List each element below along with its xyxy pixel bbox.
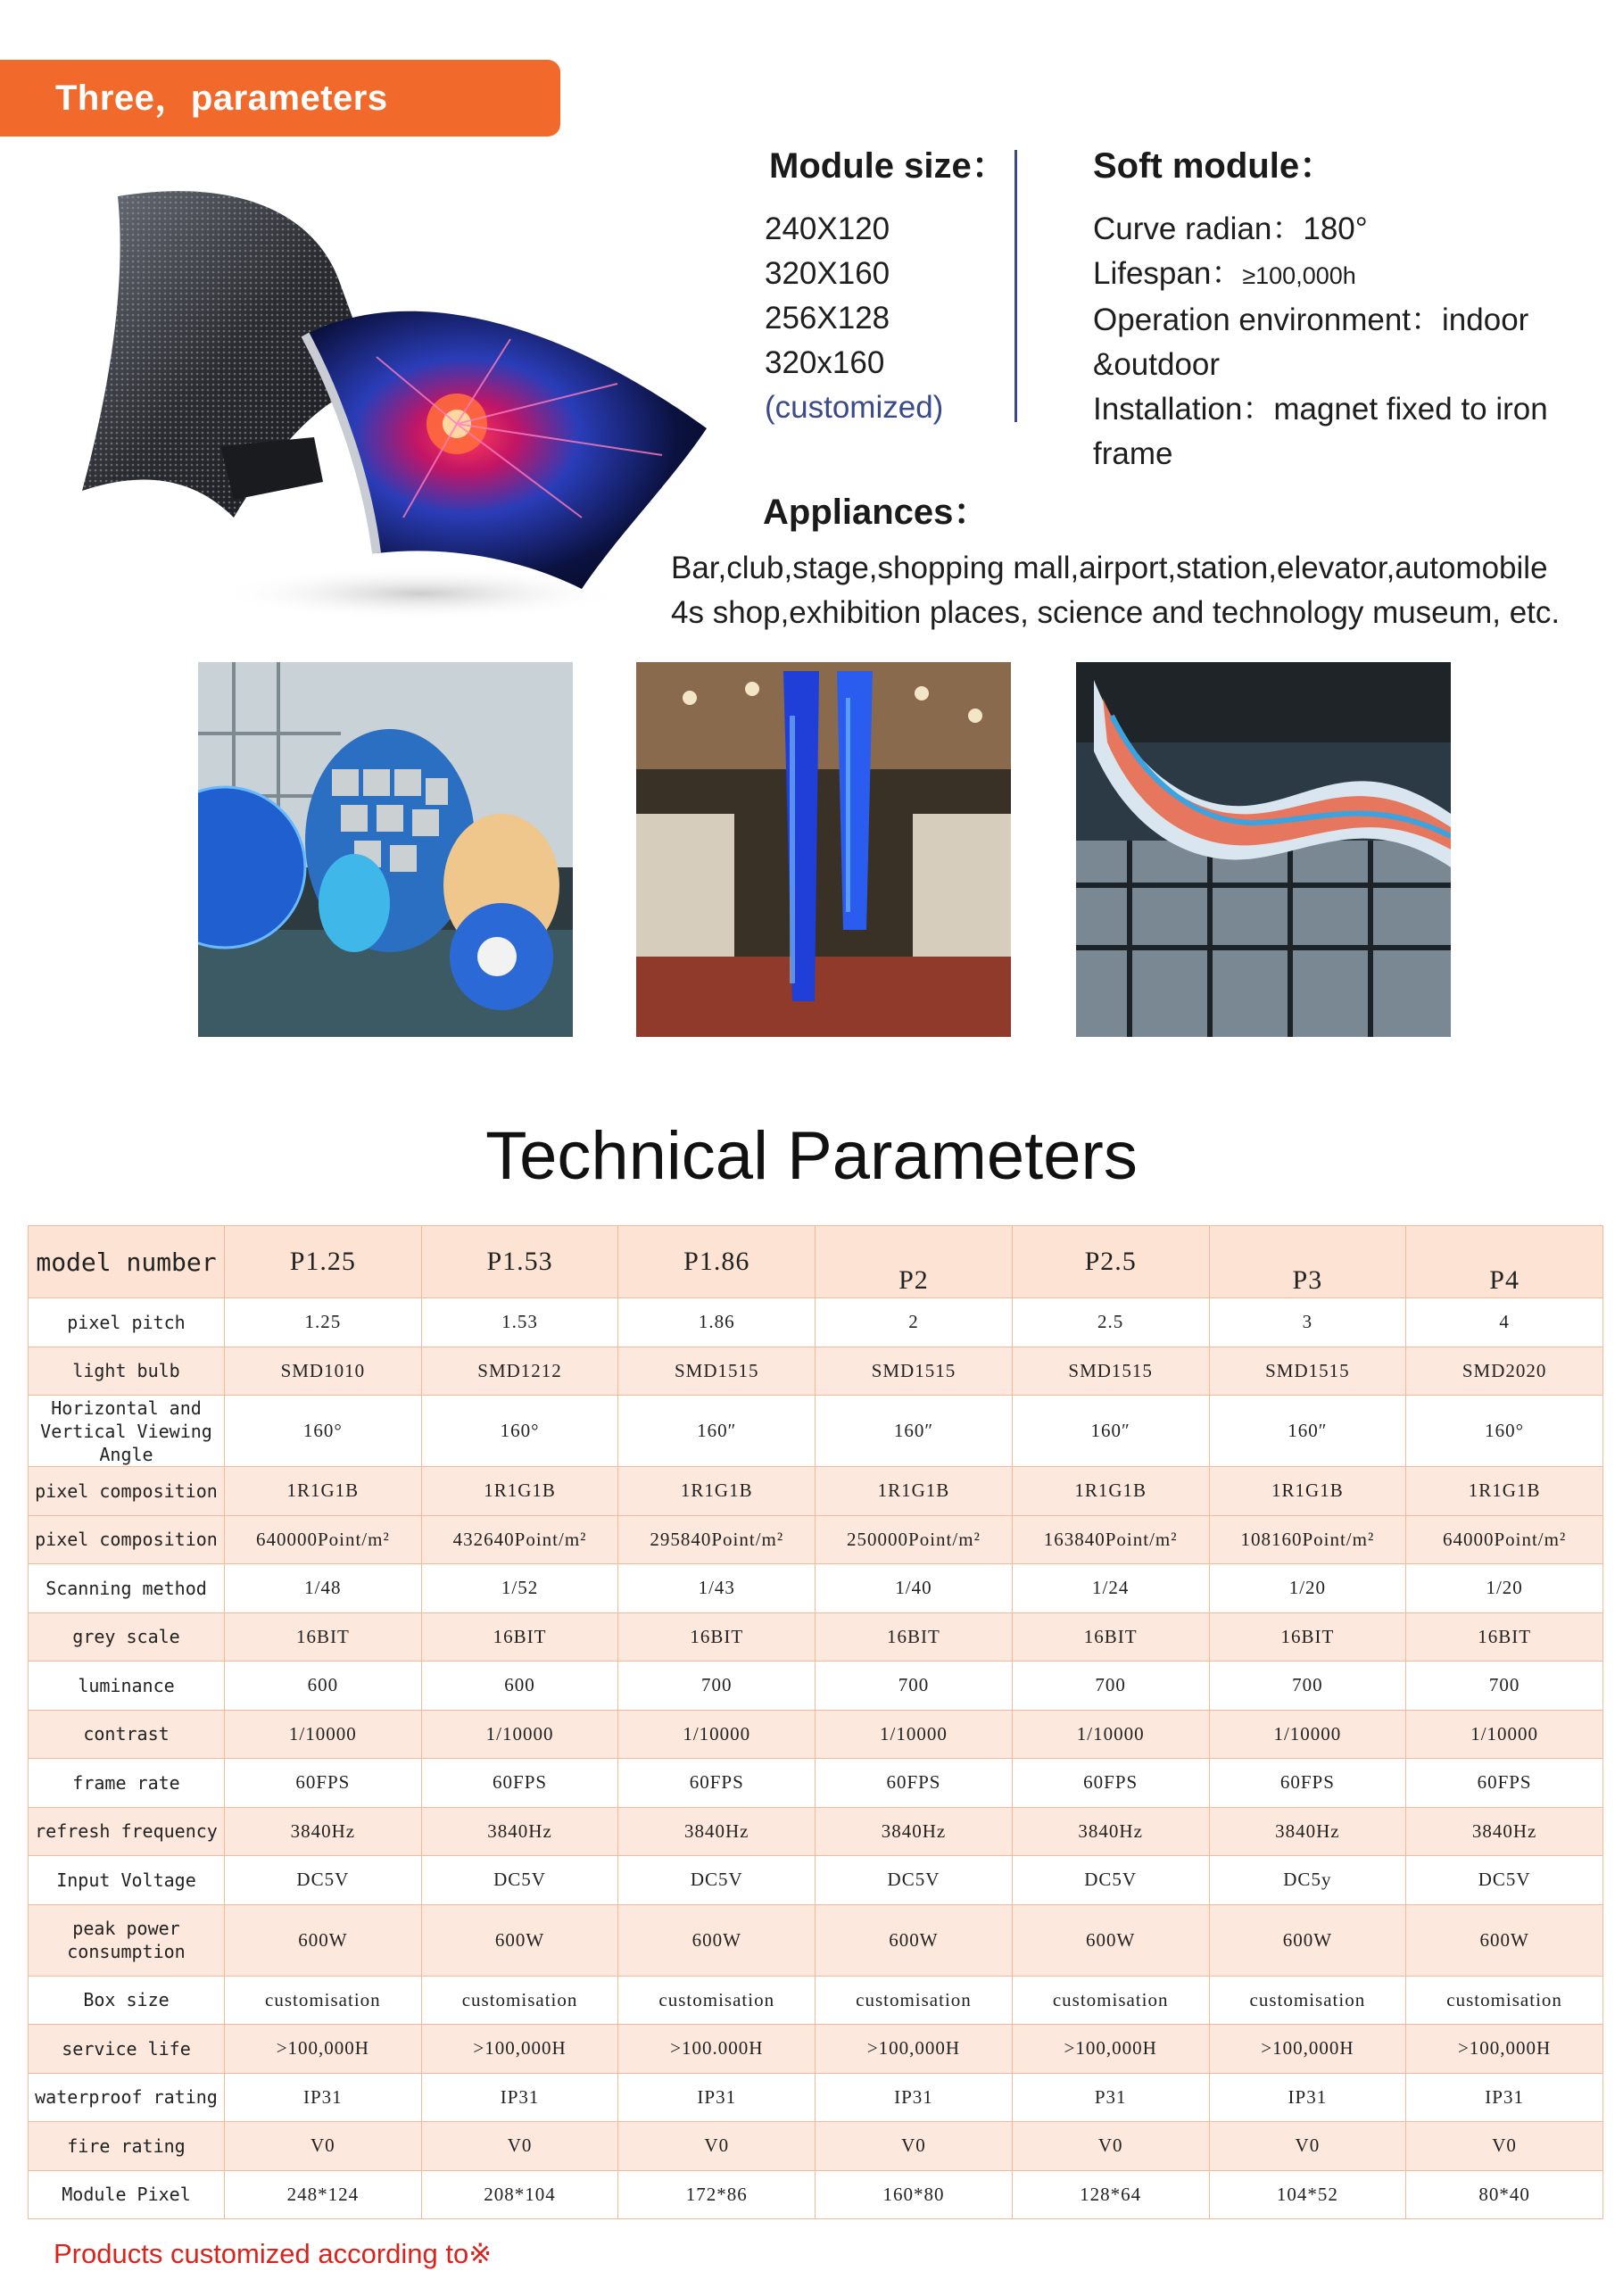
table-cell: 1/40 <box>816 1564 1013 1613</box>
table-cell: 1/10000 <box>1209 1710 1406 1759</box>
table-row <box>29 1347 1603 1396</box>
table-cell: 60FPS <box>421 1759 618 1808</box>
table-cell: customisation <box>225 1976 422 2025</box>
row-label: Box size <box>29 1976 225 2025</box>
appliances-line: 4s shop,exhibition places, science and technology museum, etc. <box>671 595 1561 630</box>
table-cell: 60FPS <box>816 1759 1013 1808</box>
table-cell: P31 <box>1012 2073 1209 2122</box>
table-header-cell: P1.53 <box>421 1226 618 1298</box>
table-cell: >100,000H <box>1406 2025 1603 2074</box>
row-label: waterproof rating <box>29 2073 225 2122</box>
lifespan-value: ≥100,000h <box>1242 262 1356 289</box>
table-cell: V0 <box>1406 2122 1603 2171</box>
appliances-line: Bar,club,stage,shopping mall,airport,station,elevator,automobile <box>671 551 1548 585</box>
table-cell: SMD1010 <box>225 1347 422 1396</box>
table-cell: V0 <box>618 2122 816 2171</box>
table-cell: 16BIT <box>1406 1612 1603 1662</box>
table-cell: 16BIT <box>816 1612 1013 1662</box>
module-size-heading: Module size： <box>769 146 1007 186</box>
curve-radian: Curve radian：180° <box>1093 211 1368 246</box>
table-cell: 60FPS <box>1406 1759 1603 1808</box>
table-cell: 3840Hz <box>816 1807 1013 1856</box>
table-cell: V0 <box>1012 2122 1209 2171</box>
table-cell: DC5V <box>1012 1856 1209 1905</box>
table-cell: 1R1G1B <box>421 1467 618 1516</box>
row-label: Horizontal and Vertical Viewing Angle <box>29 1396 225 1467</box>
table-cell: 700 <box>1012 1662 1209 1711</box>
table-cell: 104*52 <box>1209 2170 1406 2219</box>
row-label: Scanning method <box>29 1564 225 1613</box>
table-cell: 1.53 <box>421 1298 618 1347</box>
table-header-cell: P1.86 <box>618 1226 816 1298</box>
row-label: refresh frequency <box>29 1807 225 1856</box>
row-label: pixel composition <box>29 1515 225 1564</box>
table-cell: 600W <box>225 1904 422 1976</box>
table-row <box>29 1759 1603 1808</box>
table-cell: 16BIT <box>1209 1612 1406 1662</box>
table-row <box>29 1396 1603 1467</box>
table-cell: 3840Hz <box>1406 1807 1603 1856</box>
table-cell: DC5y <box>1209 1856 1406 1905</box>
table-cell: customisation <box>1012 1976 1209 2025</box>
table-cell: 1/52 <box>421 1564 618 1613</box>
table-cell: 295840Point/m² <box>618 1515 816 1564</box>
column-divider <box>1014 150 1017 422</box>
table-cell: SMD1515 <box>816 1347 1013 1396</box>
table-cell: 600W <box>1209 1904 1406 1976</box>
table-cell: 108160Point/m² <box>1209 1515 1406 1564</box>
row-label: fire rating <box>29 2122 225 2171</box>
table-cell: >100,000H <box>421 2025 618 2074</box>
table-row <box>29 1298 1603 1347</box>
wave-display-photo <box>1076 662 1451 1037</box>
table-row <box>29 1515 1603 1564</box>
table-header-cell: P2 <box>816 1226 1013 1298</box>
table-cell: customisation <box>1406 1976 1603 2025</box>
table-cell: IP31 <box>618 2073 816 2122</box>
table-cell: 3840Hz <box>225 1807 422 1856</box>
table-cell: 160″ <box>816 1396 1013 1467</box>
table-cell: DC5V <box>225 1856 422 1905</box>
table-cell: SMD1515 <box>618 1347 816 1396</box>
table-header-cell: P2.5 <box>1012 1226 1209 1298</box>
table-cell: 1/10000 <box>421 1710 618 1759</box>
appliances-text <box>671 546 1599 635</box>
table-cell: 600W <box>1406 1904 1603 1976</box>
lifespan <box>1093 252 1611 298</box>
soft-module-heading: Soft module： <box>1093 146 1336 186</box>
module-size-item: 240X120 <box>765 211 890 246</box>
installation-cont: frame <box>1093 436 1173 471</box>
table-cell: 700 <box>1406 1662 1603 1711</box>
module-size-item: 256X128 <box>765 301 890 336</box>
table-row <box>29 2073 1603 2122</box>
table-cell: >100,000H <box>1209 2025 1406 2074</box>
table-cell: 1/10000 <box>1012 1710 1209 1759</box>
table-cell: >100.000H <box>618 2025 816 2074</box>
table-cell: customisation <box>618 1976 816 2025</box>
table-cell: 1/10000 <box>1406 1710 1603 1759</box>
module-size-note: (customized) <box>765 390 944 425</box>
row-label: service life <box>29 2025 225 2074</box>
row-label: Module Pixel <box>29 2170 225 2219</box>
row-label: contrast <box>29 1710 225 1759</box>
table-cell: 3 <box>1209 1298 1406 1347</box>
table-row <box>29 1856 1603 1905</box>
table-cell: 1/20 <box>1209 1564 1406 1613</box>
table-cell: 600 <box>421 1662 618 1711</box>
table-cell: 2 <box>816 1298 1013 1347</box>
table-cell: 1R1G1B <box>1406 1467 1603 1516</box>
table-cell: 432640Point/m² <box>421 1515 618 1564</box>
table-cell: 1R1G1B <box>225 1467 422 1516</box>
row-label: light bulb <box>29 1347 225 1396</box>
table-cell: DC5V <box>618 1856 816 1905</box>
table-header-cell: P3 <box>1209 1226 1406 1298</box>
table-cell: V0 <box>421 2122 618 2171</box>
table-cell: SMD1515 <box>1012 1347 1209 1396</box>
table-cell: 1.25 <box>225 1298 422 1347</box>
table-cell: 640000Point/m² <box>225 1515 422 1564</box>
row-label: pixel pitch <box>29 1298 225 1347</box>
module-size-item: 320x160 <box>765 345 885 380</box>
table-cell: V0 <box>1209 2122 1406 2171</box>
flexible-module-image <box>82 178 716 625</box>
section-banner <box>0 60 560 137</box>
row-label: frame rate <box>29 1759 225 1808</box>
table-cell: DC5V <box>816 1856 1013 1905</box>
table-cell: 1R1G1B <box>816 1467 1013 1516</box>
table-cell: 160*80 <box>816 2170 1013 2219</box>
table-cell: 16BIT <box>421 1612 618 1662</box>
table-cell: 1R1G1B <box>1209 1467 1406 1516</box>
table-cell: 248*124 <box>225 2170 422 2219</box>
soft-module-list <box>1093 207 1611 477</box>
table-cell: 16BIT <box>225 1612 422 1662</box>
table-header-cell: model number <box>29 1226 225 1298</box>
table-cell: DC5V <box>421 1856 618 1905</box>
table-cell: 3840Hz <box>421 1807 618 1856</box>
table-row <box>29 2025 1603 2074</box>
table-row <box>29 2170 1603 2219</box>
table-cell: 1R1G1B <box>1012 1467 1209 1516</box>
table-cell: 1/43 <box>618 1564 816 1613</box>
table-cell: 700 <box>1209 1662 1406 1711</box>
row-label: pixel composition <box>29 1467 225 1516</box>
table-cell: 64000Point/m² <box>1406 1515 1603 1564</box>
table-cell: 160″ <box>618 1396 816 1467</box>
table-cell: DC5V <box>1406 1856 1603 1905</box>
table-header-cell: P4 <box>1406 1226 1603 1298</box>
table-cell: 60FPS <box>618 1759 816 1808</box>
table-cell: IP31 <box>816 2073 1013 2122</box>
table-cell: 3840Hz <box>618 1807 816 1856</box>
table-cell: 1/24 <box>1012 1564 1209 1613</box>
table-cell: 163840Point/m² <box>1012 1515 1209 1564</box>
table-cell: IP31 <box>1406 2073 1603 2122</box>
table-header-cell: P1.25 <box>225 1226 422 1298</box>
table-row <box>29 1976 1603 2025</box>
table-row <box>29 1467 1603 1516</box>
installation: Installation：magnet fixed to iron <box>1093 392 1548 427</box>
table-cell: 1.86 <box>618 1298 816 1347</box>
table-cell: >100,000H <box>1012 2025 1209 2074</box>
table-cell: 16BIT <box>618 1612 816 1662</box>
table-cell: SMD2020 <box>1406 1347 1603 1396</box>
table-cell: 60FPS <box>1209 1759 1406 1808</box>
table-cell: >100,000H <box>225 2025 422 2074</box>
table-cell: 128*64 <box>1012 2170 1209 2219</box>
table-cell: SMD1515 <box>1209 1347 1406 1396</box>
table-cell: 4 <box>1406 1298 1603 1347</box>
table-cell: 1/10000 <box>816 1710 1013 1759</box>
table-cell: 16BIT <box>1012 1612 1209 1662</box>
table-cell: 1/10000 <box>225 1710 422 1759</box>
table-cell: 208*104 <box>421 2170 618 2219</box>
table-cell: 1/48 <box>225 1564 422 1613</box>
table-header-row <box>29 1226 1603 1298</box>
technical-parameters-table <box>28 1225 1603 2219</box>
table-cell: 600W <box>421 1904 618 1976</box>
table-cell: 600W <box>816 1904 1013 1976</box>
table-row <box>29 1904 1603 1976</box>
table-cell: 160° <box>225 1396 422 1467</box>
table-cell: SMD1212 <box>421 1347 618 1396</box>
table-cell: 1/10000 <box>618 1710 816 1759</box>
table-cell: IP31 <box>1209 2073 1406 2122</box>
table-cell: 250000Point/m² <box>816 1515 1013 1564</box>
table-cell: 700 <box>618 1662 816 1711</box>
table-row <box>29 2122 1603 2171</box>
table-cell: IP31 <box>225 2073 422 2122</box>
table-cell: 160″ <box>1012 1396 1209 1467</box>
footnote: Products customized according to※ <box>54 2238 493 2269</box>
row-label: peak power consumption <box>29 1904 225 1976</box>
table-cell: customisation <box>1209 1976 1406 2025</box>
table-cell: 160° <box>1406 1396 1603 1467</box>
table-row <box>29 1662 1603 1711</box>
table-cell: 60FPS <box>225 1759 422 1808</box>
table-cell: 2.5 <box>1012 1298 1209 1347</box>
row-label: grey scale <box>29 1612 225 1662</box>
column-displays-photo <box>636 662 1011 1037</box>
table-cell: V0 <box>225 2122 422 2171</box>
operation-environment-cont: &outdoor <box>1093 347 1221 382</box>
table-cell: 1/20 <box>1406 1564 1603 1613</box>
row-label: Input Voltage <box>29 1856 225 1905</box>
table-cell: 160° <box>421 1396 618 1467</box>
table-row <box>29 1710 1603 1759</box>
table-cell: 600W <box>1012 1904 1209 1976</box>
sphere-displays-photo <box>198 662 573 1037</box>
technical-parameters-title: Technical Parameters <box>485 1118 1138 1194</box>
row-label: luminance <box>29 1662 225 1711</box>
table-row <box>29 1807 1603 1856</box>
table-cell: 3840Hz <box>1209 1807 1406 1856</box>
table-cell: 700 <box>816 1662 1013 1711</box>
table-row <box>29 1612 1603 1662</box>
table-cell: >100,000H <box>816 2025 1013 2074</box>
table-cell: V0 <box>816 2122 1013 2171</box>
table-cell: 3840Hz <box>1012 1807 1209 1856</box>
module-size-item: 320X160 <box>765 256 890 291</box>
table-cell: 1R1G1B <box>618 1467 816 1516</box>
section-title: Three，parameters <box>55 79 388 118</box>
table-cell: IP31 <box>421 2073 618 2122</box>
table-cell: 600 <box>225 1662 422 1711</box>
operation-environment: Operation environment：indoor <box>1093 303 1529 337</box>
appliances-heading: Appliances： <box>763 493 990 532</box>
table-cell: 600W <box>618 1904 816 1976</box>
table-cell: customisation <box>816 1976 1013 2025</box>
table-row <box>29 1564 1603 1613</box>
table-cell: 60FPS <box>1012 1759 1209 1808</box>
table-cell: 172*86 <box>618 2170 816 2219</box>
table-cell: 80*40 <box>1406 2170 1603 2219</box>
table-cell: 160″ <box>1209 1396 1406 1467</box>
module-size-list <box>765 207 943 430</box>
lifespan-label: Lifespan： <box>1093 256 1243 291</box>
table-cell: customisation <box>421 1976 618 2025</box>
